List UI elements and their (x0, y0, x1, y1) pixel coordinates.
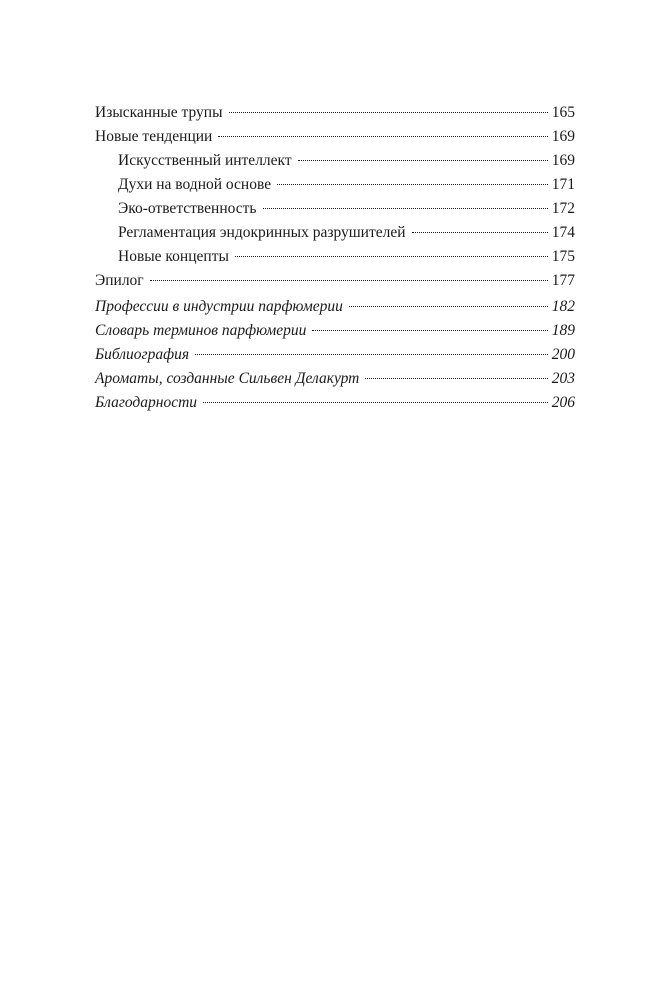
toc-entry-page: 175 (551, 248, 575, 265)
toc-entry-page: 169 (551, 128, 575, 145)
dot-leader (349, 306, 548, 307)
toc-appendix-entry (95, 391, 575, 415)
toc-entry-title: Словарь терминов парфюмерии (95, 322, 307, 339)
toc-appendix-entry (95, 319, 575, 343)
toc-entry-title: Изысканные трупы (95, 104, 223, 121)
toc-entry-title: Искусственный интеллект (118, 152, 292, 169)
dot-leader (195, 354, 548, 355)
toc-entry (95, 101, 575, 125)
toc-entry-page: 165 (551, 104, 575, 121)
dot-leader (218, 136, 547, 137)
toc-subentry (95, 221, 575, 245)
toc-entry (95, 125, 575, 149)
dot-leader (150, 280, 548, 281)
toc-entry-page: 182 (551, 298, 575, 315)
toc-subentry (95, 245, 575, 269)
toc-entry-page: 171 (551, 176, 575, 193)
toc-appendix-entry (95, 295, 575, 319)
toc-subentry (95, 149, 575, 173)
toc-entry-title: Новые тенденции (95, 128, 213, 145)
toc-entry-title: Регламентация эндокринных разрушителей (118, 224, 406, 241)
toc-entry-title: Профессии в индустрии парфюмерии (95, 298, 343, 315)
toc-appendix-entry (95, 367, 575, 391)
toc-subentry (95, 197, 575, 221)
toc-entry-page: 203 (551, 370, 575, 387)
toc-entry-title: Эпилог (95, 272, 144, 289)
toc-entry-title: Библиография (95, 346, 190, 363)
toc-entry-title: Эко-ответственность (118, 200, 257, 217)
table-of-contents (95, 101, 575, 415)
toc-entry-title: Новые концепты (118, 248, 229, 265)
toc-entry-title: Ароматы, созданные Сильвен Делакурт (95, 370, 360, 387)
toc-entry-page: 174 (551, 224, 575, 241)
dot-leader (203, 402, 548, 403)
dot-leader (412, 232, 548, 233)
toc-appendix-entry (95, 343, 575, 367)
dot-leader (312, 330, 547, 331)
dot-leader (365, 378, 547, 379)
toc-entry-page: 206 (551, 394, 575, 411)
toc-entry (95, 269, 575, 293)
dot-leader (235, 256, 548, 257)
toc-subentry (95, 173, 575, 197)
toc-entry-title: Благодарности (95, 394, 198, 411)
toc-entry-page: 189 (551, 322, 575, 339)
toc-entry-page: 200 (551, 346, 575, 363)
dot-leader (277, 184, 548, 185)
toc-entry-page: 172 (551, 200, 575, 217)
toc-entry-title: Духи на водной основе (118, 176, 272, 193)
dot-leader (298, 160, 548, 161)
dot-leader (263, 208, 548, 209)
dot-leader (229, 112, 548, 113)
toc-entry-page: 169 (551, 152, 575, 169)
toc-entry-page: 177 (551, 272, 575, 289)
